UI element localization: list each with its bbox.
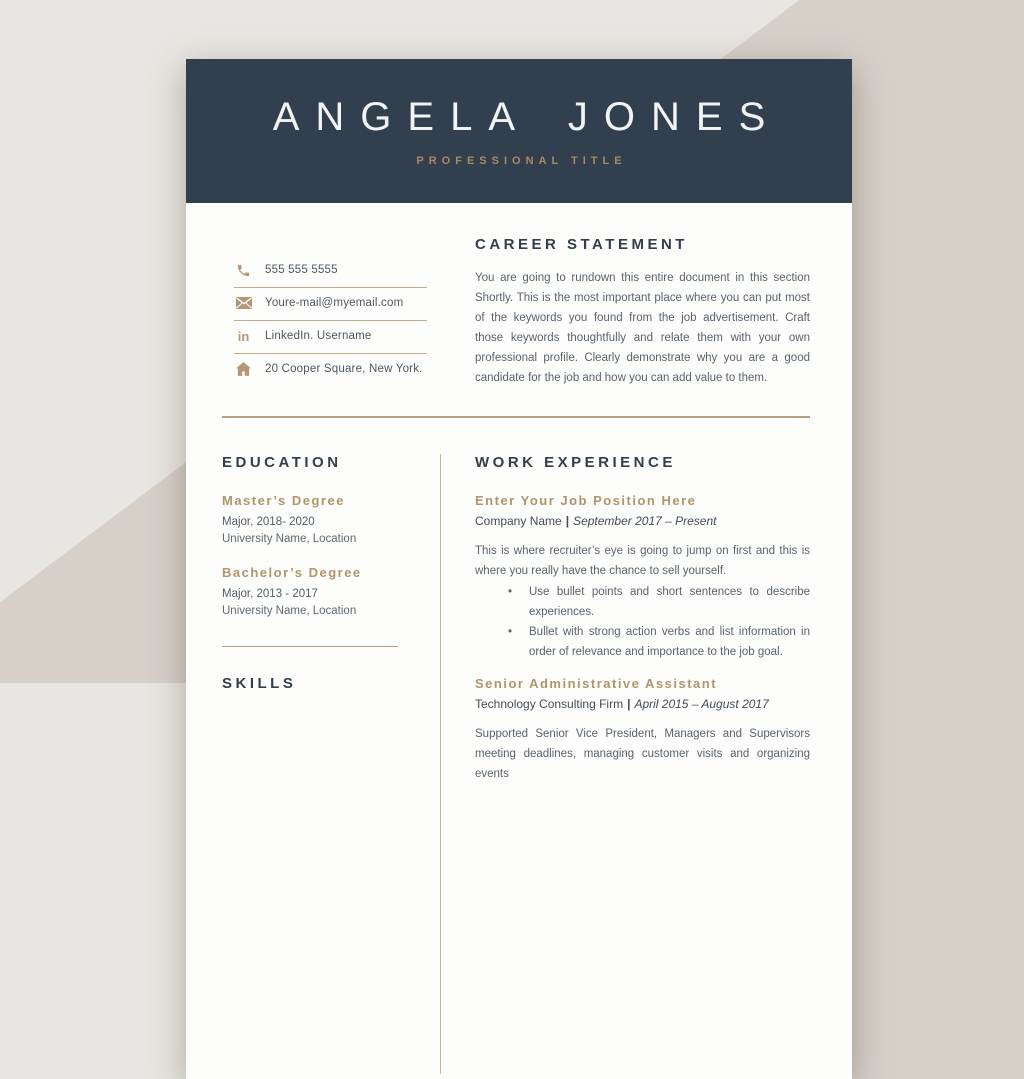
degree-school: University Name, Location [222, 605, 357, 617]
resume-name: ANGELA JONES [272, 95, 782, 139]
job-position: Senior Administrative Assistant [475, 676, 718, 691]
contact-row-address [234, 354, 427, 386]
linkedin-username: LinkedIn. Username [265, 330, 372, 342]
phone-number: 555 555 5555 [265, 264, 338, 276]
job-summary: Supported Senior Vice President, Managers and Supervisors meeting deadlines, managing customer visits and organizing events [475, 728, 810, 780]
skills-divider [222, 646, 398, 647]
contact-row-phone [234, 255, 427, 288]
job-entry [475, 676, 810, 784]
job-bullet: • Bullet with strong action verbs and list information in order of relevance and importance to the job goal. [475, 622, 810, 662]
job-dates: April 2015 – August 2017 [634, 697, 769, 711]
contact-row-email [234, 288, 427, 321]
phone-icon [235, 262, 252, 278]
job-bullet-list [475, 582, 810, 662]
job-company-line [475, 514, 810, 528]
contact-row-linkedin [234, 321, 427, 354]
contact-block [234, 255, 427, 388]
career-statement-heading: CAREER STATEMENT [475, 236, 688, 253]
skills-heading: SKILLS [222, 675, 297, 692]
email-icon [235, 295, 252, 311]
work-experience-heading: WORK EXPERIENCE [475, 454, 676, 471]
degree-details [222, 514, 415, 548]
company-date-separator: | [627, 697, 631, 711]
degree-school: University Name, Location [222, 533, 357, 545]
degree-major-dates: Major, 2013 - 2017 [222, 588, 318, 600]
degree-major-dates: Major, 2018- 2020 [222, 516, 315, 528]
career-statement-body: You are going to rundown this entire document in this section Shortly. This is the most important place where you can put most of the keywords you found from the job advertisement. Craft those keywords thoughtfully and relate them with your own professional profile. Clearly demonstrate why you are a good candidate for the job and how you can add value to them. [475, 272, 810, 384]
education-heading: EDUCATION [222, 454, 342, 471]
degree-title: Master’s Degree [222, 493, 345, 508]
education-entry [222, 493, 415, 548]
resume-page [186, 59, 852, 1079]
professional-title: PROFESSIONAL TITLE [416, 155, 627, 167]
degree-title: Bachelor’s Degree [222, 565, 362, 580]
resume-content [186, 236, 852, 1074]
email-address: Youre-mail@myemail.com [265, 297, 404, 309]
company-name: Company Name [475, 514, 562, 528]
job-company-line [475, 697, 810, 711]
job-dates: September 2017 – Present [573, 514, 717, 528]
left-column [222, 454, 440, 1074]
company-date-separator: | [565, 514, 570, 528]
career-statement-section [475, 236, 810, 388]
job-bullet: • Use bullet points and short sentences to describe experiences. [475, 582, 810, 622]
bottom-section [222, 454, 810, 1074]
right-column [441, 454, 810, 1074]
job-summary: This is where recruiter’s eye is going to jump on first and this is where you really have the chance to sell yourself. [475, 545, 810, 577]
job-position: Enter Your Job Position Here [475, 493, 697, 508]
company-name: Technology Consulting Firm [475, 697, 624, 711]
degree-details [222, 586, 415, 620]
section-divider [222, 416, 810, 418]
street-address: 20 Cooper Square, New York. [265, 363, 423, 375]
home-icon [235, 361, 252, 377]
job-entry [475, 493, 810, 662]
resume-header [186, 59, 852, 203]
linkedin-icon: in [237, 328, 250, 344]
top-section [222, 236, 810, 388]
education-entry [222, 565, 415, 620]
